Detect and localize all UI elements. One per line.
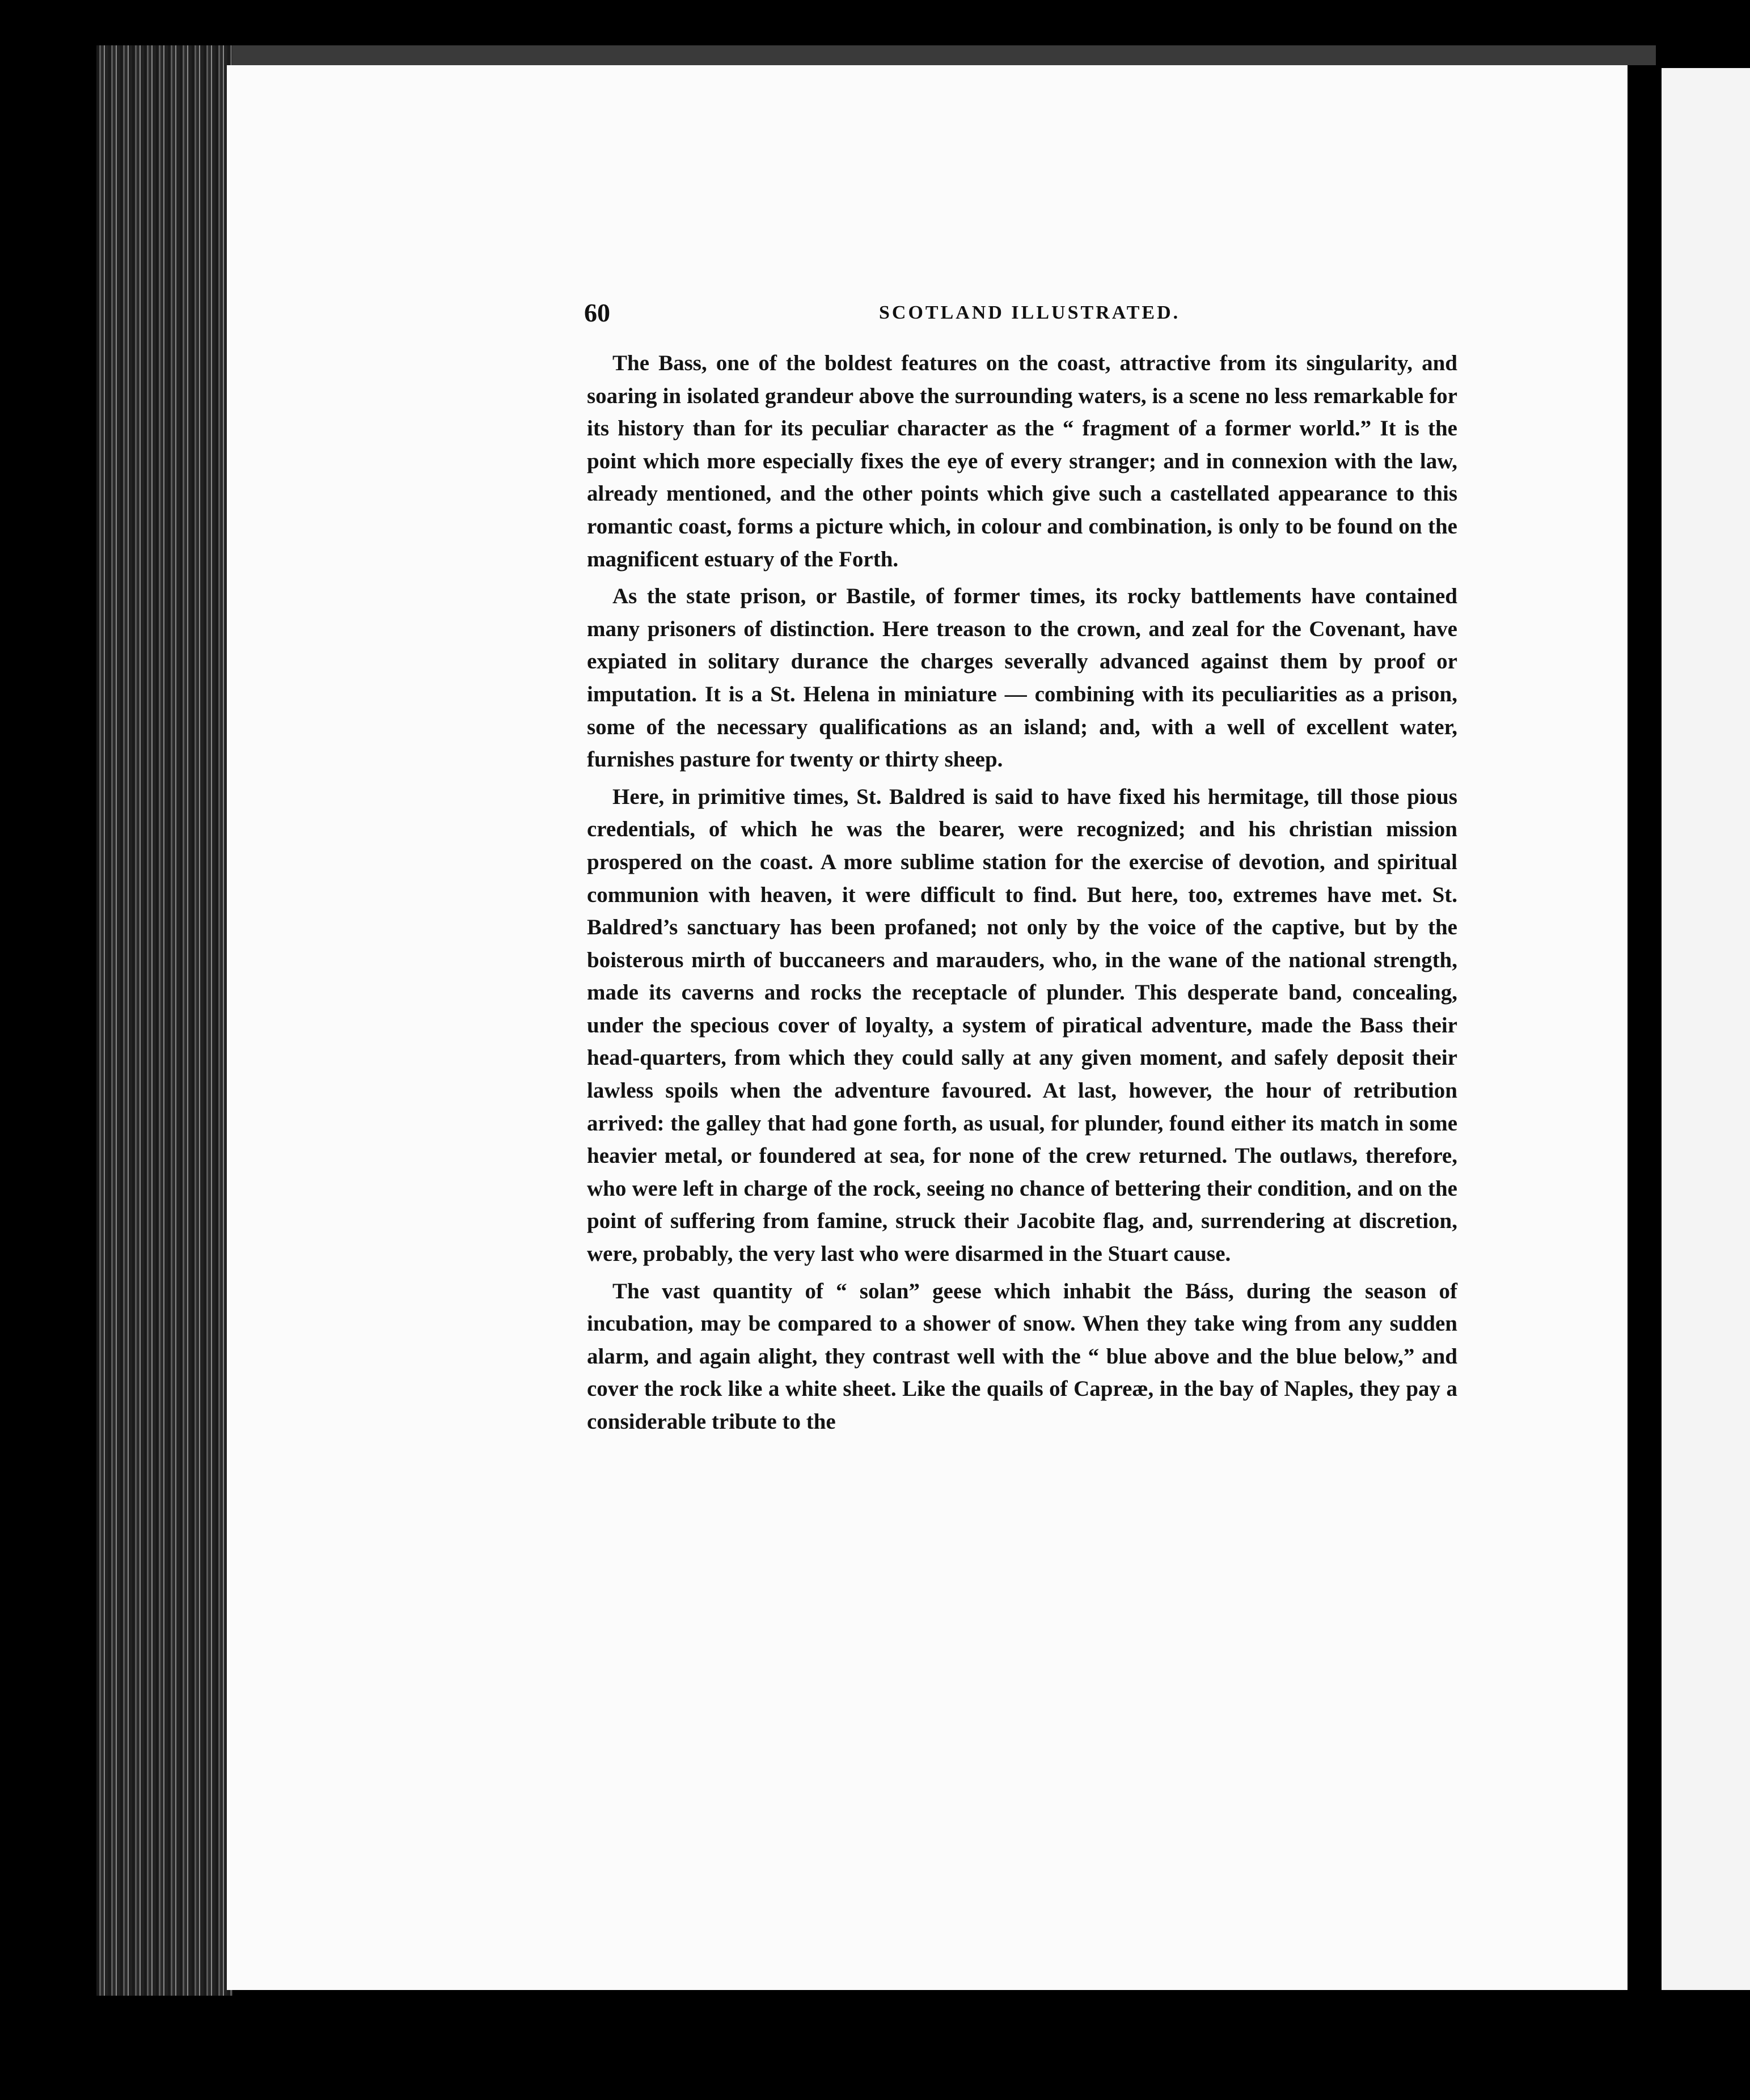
page-gutter-shadow bbox=[1628, 65, 1662, 1990]
paragraph: The vast quantity of “ solan” geese which inhabit the Báss, during the season of incubation, may be compared to a shower of snow. When they take wing from any sudden alarm, and again alight, they contrast well with the “ blue above and the blue below,” and cover the rock like a white sheet. Like the quails of Capreæ, in the bay of Naples, they pay a considerable tribute to the bbox=[587, 1278, 1457, 1434]
facing-page-edge bbox=[1662, 68, 1750, 1990]
paragraph: As the state prison, or Bastile, of former times, its rocky battlements have contained many prisoners of distinction. Here treason to the crown, and zeal for the Covenant, have expiated in solitary durance the charges severally advanced against them by proof or imputation. It is a St. Helena in miniature — combining with its peculiarities as a prison, some of the necessary qualifications as an island; and, with a well of excellent water, furnishes pasture for twenty or thirty sheep. bbox=[587, 584, 1457, 772]
paragraph: Here, in primitive times, St. Baldred is said to have fixed his hermitage, till those pious credentials, of which he was the bearer, were recognized; and his christian mission prospered on the coast. A more sublime station for the exercise of devotion, and spiritual communion with heaven, it were difficult to find. But here, too, extremes have met. St. Baldred’s sanctuary has been profaned; not only by the voice of the captive, but by the boisterous mirth of buccaneers and marauders, who, in the wane of the national strength, made its caverns and rocks the receptacle of plunder. This desperate band, concealing, under the specious cover of loyalty, a system of piratical adventure, made the Bass their head-quarters, from which they could sally at any given moment, and safely deposit their lawless spoils when the adventure favoured. At last, however, the hour of retribution arrived: the galley that had gone forth, as usual, for plunder, found either its match in some heavier metal, or foundered at sea, for none of the crew returned. The outlaws, therefore, who were left in charge of the rock, seeing no chance of bettering their condition, and on the point of suffering from famine, struck their Jacobite flag, and, surrendering at discretion, were, probably, the very last who were disarmed in the Stuart cause. bbox=[587, 784, 1457, 1267]
running-title: SCOTLAND ILLUSTRATED. bbox=[879, 302, 1181, 323]
book-top-edge bbox=[125, 45, 1656, 68]
page-header bbox=[584, 298, 1202, 332]
book-binding-edge bbox=[96, 45, 233, 1996]
page-number: 60 bbox=[584, 298, 610, 327]
paragraph: The Bass, one of the boldest features on the coast, attractive from its singularity, and soaring in isolated grandeur above the surrounding waters, is a scene no less remarkable for its history than for its peculiar character as the “ fragment of a former world.” It is the point which more especially fixes the eye of every stranger; and in connexion with the law, already mentioned, and the other points which give such a castellated appearance to this romantic coast, forms a picture which, in colour and combination, is only to be found on the magnificent estuary of the Forth. bbox=[587, 351, 1457, 571]
body-text bbox=[587, 347, 1457, 1438]
